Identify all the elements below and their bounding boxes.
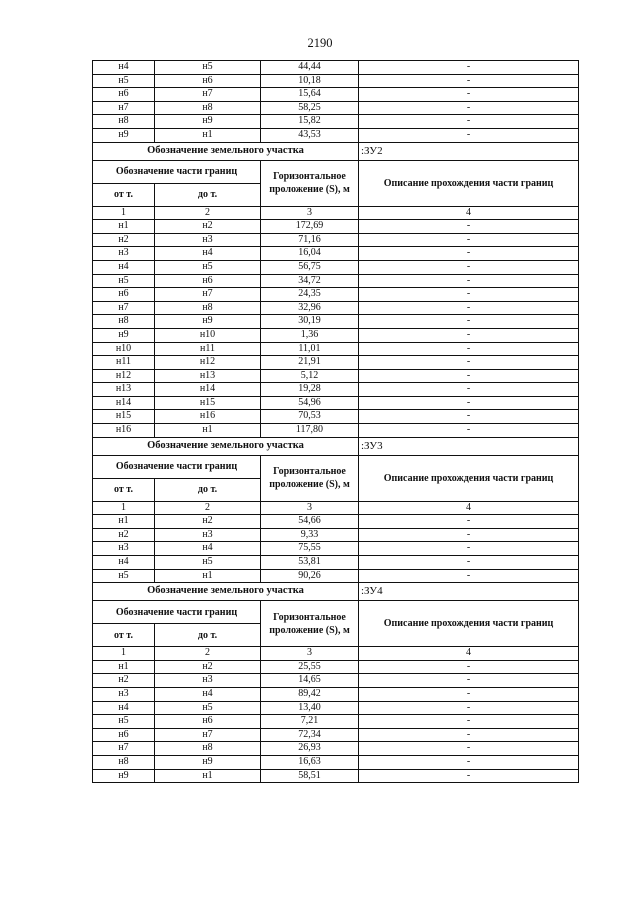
section-header-row [93,142,579,160]
table-row [93,61,579,75]
description-cell: - [359,556,579,570]
table-row [93,715,579,729]
column-index-row [93,206,579,220]
table-row [93,247,579,261]
parcel-code: :ЗУ4 [359,583,579,601]
from-header: от т. [93,183,155,206]
column-header-row [93,160,579,183]
from-point-cell: н2 [93,528,155,542]
length-cell: 117,80 [261,424,359,438]
from-point-cell: н9 [93,328,155,342]
length-header: Горизонтальное проложение (S), м [261,601,359,647]
from-point-cell: н2 [93,233,155,247]
from-point-cell: н5 [93,274,155,288]
to-point-cell: н7 [155,88,261,102]
length-cell: 16,04 [261,247,359,261]
to-point-cell: н15 [155,396,261,410]
description-cell: - [359,715,579,729]
description-cell: - [359,424,579,438]
length-cell: 43,53 [261,128,359,142]
column-index-cell: 4 [359,647,579,661]
from-point-cell: н3 [93,542,155,556]
table-row [93,728,579,742]
length-cell: 13,40 [261,701,359,715]
description-cell: - [359,742,579,756]
to-point-cell: н9 [155,315,261,329]
from-point-cell: н16 [93,424,155,438]
to-point-cell: н8 [155,101,261,115]
length-cell: 54,96 [261,396,359,410]
description-cell: - [359,128,579,142]
from-point-cell: н11 [93,356,155,370]
description-cell: - [359,247,579,261]
description-cell: - [359,115,579,129]
to-point-cell: н4 [155,688,261,702]
section-header-row [93,583,579,601]
description-cell: - [359,220,579,234]
from-point-cell: н6 [93,88,155,102]
description-cell: - [359,515,579,529]
from-point-cell: н7 [93,742,155,756]
from-point-cell: н15 [93,410,155,424]
from-point-cell: н3 [93,688,155,702]
description-cell: - [359,356,579,370]
column-index-cell: 3 [261,501,359,515]
to-point-cell: н12 [155,356,261,370]
from-point-cell: н7 [93,301,155,315]
description-cell: - [359,369,579,383]
description-cell: - [359,528,579,542]
to-point-cell: н2 [155,660,261,674]
to-point-cell: н3 [155,233,261,247]
length-cell: 90,26 [261,569,359,583]
description-cell: - [359,396,579,410]
from-point-cell: н14 [93,396,155,410]
table-row [93,410,579,424]
to-header: до т. [155,624,261,647]
from-point-cell: н6 [93,728,155,742]
table-row [93,701,579,715]
from-point-cell: н5 [93,569,155,583]
table-row [93,128,579,142]
table-row [93,755,579,769]
description-header: Описание прохождения части границ [359,160,579,206]
table-row [93,356,579,370]
description-cell: - [359,688,579,702]
to-point-cell: н6 [155,74,261,88]
column-index-cell: 1 [93,647,155,661]
length-header: Горизонтальное проложение (S), м [261,160,359,206]
from-point-cell: н7 [93,101,155,115]
table-row [93,674,579,688]
to-point-cell: н5 [155,556,261,570]
description-cell: - [359,755,579,769]
from-point-cell: н4 [93,556,155,570]
description-cell: - [359,315,579,329]
from-point-cell: н1 [93,220,155,234]
column-header-row [93,601,579,624]
description-cell: - [359,101,579,115]
to-point-cell: н6 [155,274,261,288]
table-row [93,660,579,674]
length-cell: 172,69 [261,220,359,234]
description-cell: - [359,410,579,424]
length-cell: 58,25 [261,101,359,115]
table-row [93,369,579,383]
to-point-cell: н2 [155,220,261,234]
description-cell: - [359,383,579,397]
description-cell: - [359,288,579,302]
table-row [93,260,579,274]
to-point-cell: н8 [155,301,261,315]
to-point-cell: н5 [155,260,261,274]
column-index-cell: 2 [155,647,261,661]
to-point-cell: н1 [155,128,261,142]
to-point-cell: н6 [155,715,261,729]
to-point-cell: н5 [155,701,261,715]
description-cell: - [359,233,579,247]
length-cell: 56,75 [261,260,359,274]
table-row [93,220,579,234]
to-point-cell: н8 [155,742,261,756]
boundary-table [92,60,579,783]
from-point-cell: н13 [93,383,155,397]
length-header: Горизонтальное проложение (S), м [261,455,359,501]
to-header: до т. [155,478,261,501]
from-point-cell: н4 [93,260,155,274]
from-point-cell: н4 [93,61,155,75]
table-row [93,88,579,102]
from-point-cell: н8 [93,755,155,769]
parcel-label: Обозначение земельного участка [93,142,359,160]
table-row [93,101,579,115]
length-cell: 26,93 [261,742,359,756]
description-cell: - [359,660,579,674]
length-cell: 1,36 [261,328,359,342]
from-point-cell: н12 [93,369,155,383]
to-point-cell: н4 [155,247,261,261]
table-row [93,328,579,342]
table-row [93,274,579,288]
from-point-cell: н6 [93,288,155,302]
table-row [93,383,579,397]
table-row [93,515,579,529]
parcel-code: :ЗУ3 [359,437,579,455]
table-row [93,542,579,556]
length-cell: 58,51 [261,769,359,783]
to-point-cell: н3 [155,528,261,542]
description-cell: - [359,342,579,356]
length-cell: 9,33 [261,528,359,542]
length-cell: 70,53 [261,410,359,424]
table-row [93,74,579,88]
length-cell: 75,55 [261,542,359,556]
to-point-cell: н13 [155,369,261,383]
length-cell: 34,72 [261,274,359,288]
column-index-cell: 4 [359,501,579,515]
to-point-cell: н14 [155,383,261,397]
column-index-cell: 2 [155,206,261,220]
parcel-label: Обозначение земельного участка [93,437,359,455]
to-point-cell: н5 [155,61,261,75]
to-point-cell: н3 [155,674,261,688]
column-header-row [93,455,579,478]
table-row [93,688,579,702]
length-cell: 54,66 [261,515,359,529]
description-cell: - [359,569,579,583]
length-cell: 24,35 [261,288,359,302]
length-cell: 15,82 [261,115,359,129]
to-point-cell: н10 [155,328,261,342]
parcel-label: Обозначение земельного участка [93,583,359,601]
length-cell: 30,19 [261,315,359,329]
description-cell: - [359,674,579,688]
to-point-cell: н9 [155,115,261,129]
table-row [93,342,579,356]
from-point-cell: н3 [93,247,155,261]
parts-header: Обозначение части границ [93,160,261,183]
parcel-code: :ЗУ2 [359,142,579,160]
column-index-row [93,501,579,515]
length-cell: 71,16 [261,233,359,247]
length-cell: 16,63 [261,755,359,769]
to-point-cell: н4 [155,542,261,556]
column-index-row [93,647,579,661]
to-point-cell: н1 [155,769,261,783]
description-cell: - [359,88,579,102]
table-row [93,769,579,783]
table-row [93,569,579,583]
column-index-cell: 2 [155,501,261,515]
description-cell: - [359,74,579,88]
table-row [93,424,579,438]
from-point-cell: н9 [93,769,155,783]
to-point-cell: н7 [155,728,261,742]
description-cell: - [359,301,579,315]
to-point-cell: н7 [155,288,261,302]
description-cell: - [359,701,579,715]
table-row [93,233,579,247]
to-point-cell: н1 [155,424,261,438]
to-point-cell: н16 [155,410,261,424]
table-row [93,742,579,756]
length-cell: 14,65 [261,674,359,688]
length-cell: 89,42 [261,688,359,702]
column-index-cell: 1 [93,501,155,515]
length-cell: 11,01 [261,342,359,356]
to-point-cell: н11 [155,342,261,356]
length-cell: 7,21 [261,715,359,729]
table-row [93,528,579,542]
boundary-table-body [93,61,579,783]
description-header: Описание прохождения части границ [359,455,579,501]
column-index-cell: 3 [261,206,359,220]
length-cell: 5,12 [261,369,359,383]
length-cell: 44,44 [261,61,359,75]
length-cell: 53,81 [261,556,359,570]
from-point-cell: н9 [93,128,155,142]
boundary-table-container [92,60,578,783]
length-cell: 25,55 [261,660,359,674]
description-cell: - [359,61,579,75]
section-header-row [93,437,579,455]
to-point-cell: н1 [155,569,261,583]
column-index-cell: 3 [261,647,359,661]
column-index-cell: 4 [359,206,579,220]
table-row [93,288,579,302]
from-point-cell: н1 [93,515,155,529]
from-point-cell: н5 [93,715,155,729]
length-cell: 21,91 [261,356,359,370]
to-header: до т. [155,183,261,206]
from-point-cell: н10 [93,342,155,356]
table-row [93,315,579,329]
table-row [93,115,579,129]
length-cell: 10,18 [261,74,359,88]
length-cell: 72,34 [261,728,359,742]
description-cell: - [359,260,579,274]
length-cell: 19,28 [261,383,359,397]
description-cell: - [359,274,579,288]
from-point-cell: н4 [93,701,155,715]
description-cell: - [359,769,579,783]
length-cell: 32,96 [261,301,359,315]
column-index-cell: 1 [93,206,155,220]
from-point-cell: н8 [93,315,155,329]
description-cell: - [359,328,579,342]
parts-header: Обозначение части границ [93,601,261,624]
table-row [93,556,579,570]
page-number: 2190 [307,36,333,50]
parts-header: Обозначение части границ [93,455,261,478]
from-point-cell: н5 [93,74,155,88]
from-header: от т. [93,624,155,647]
description-header: Описание прохождения части границ [359,601,579,647]
to-point-cell: н2 [155,515,261,529]
table-row [93,301,579,315]
description-cell: - [359,542,579,556]
table-row [93,396,579,410]
from-point-cell: н1 [93,660,155,674]
from-point-cell: н8 [93,115,155,129]
from-header: от т. [93,478,155,501]
from-point-cell: н2 [93,674,155,688]
to-point-cell: н9 [155,755,261,769]
description-cell: - [359,728,579,742]
length-cell: 15,64 [261,88,359,102]
